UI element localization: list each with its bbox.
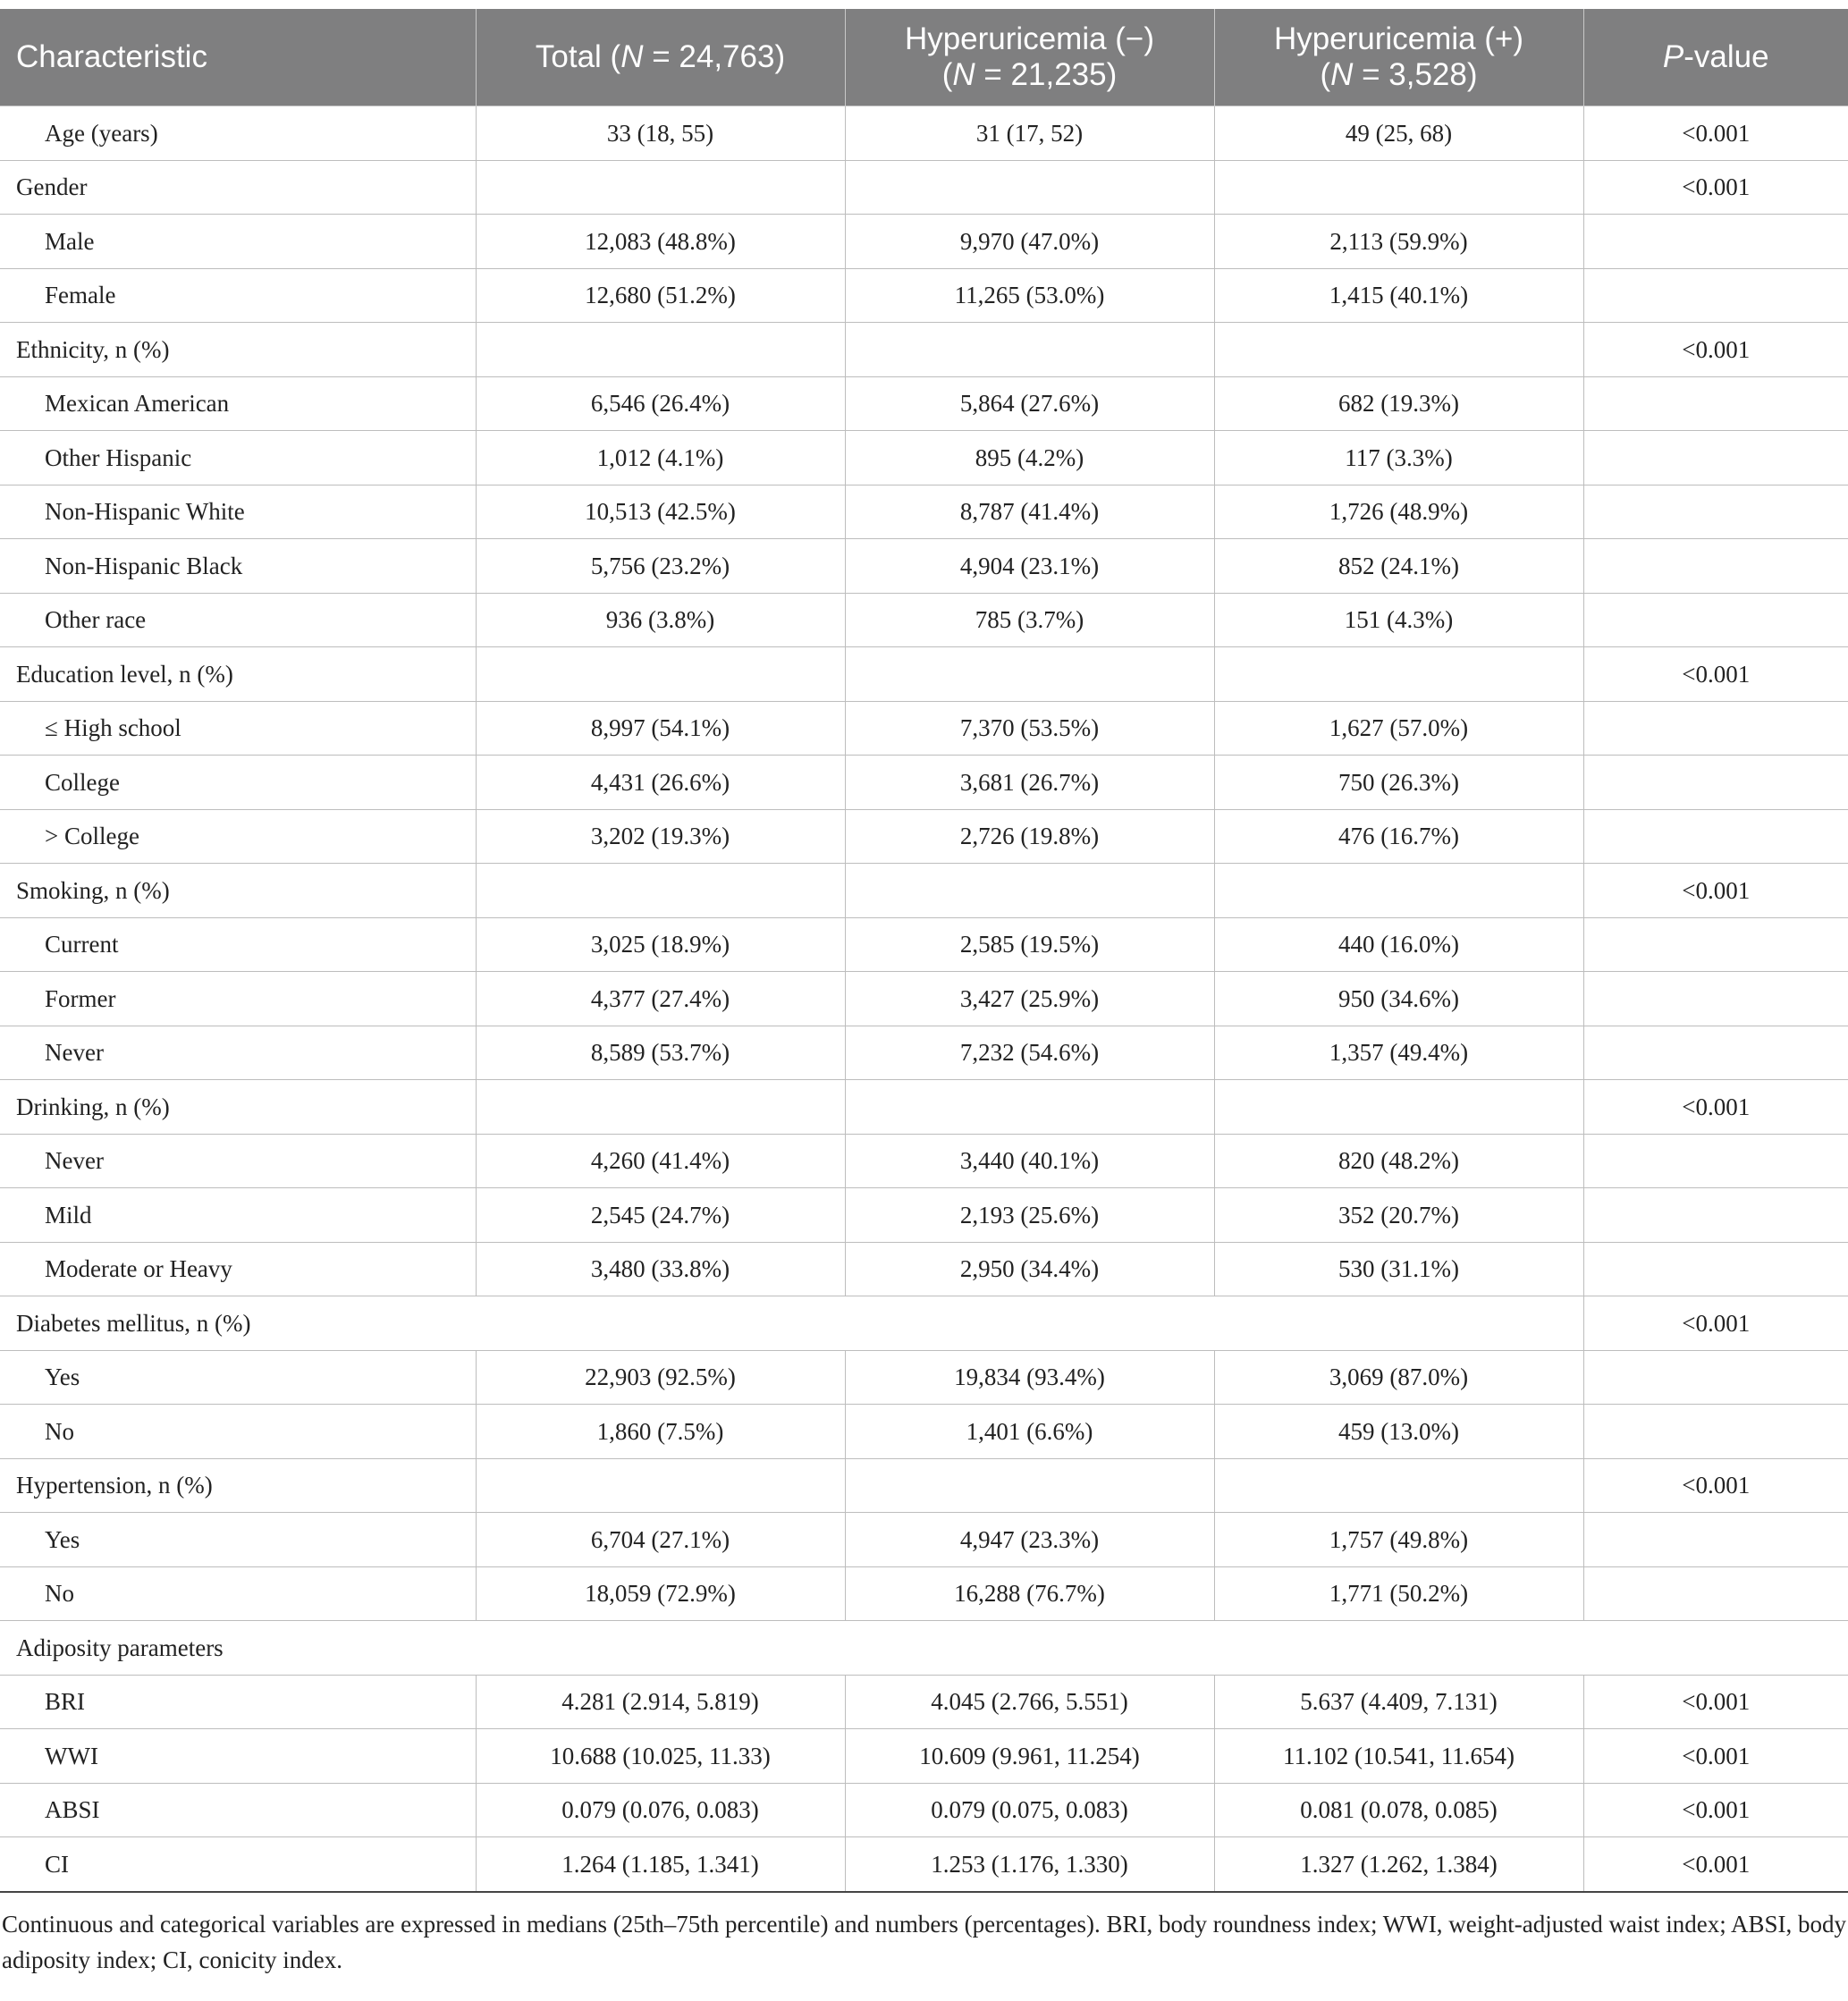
cell-hyperuricemia-negative: 7,370 (53.5%) bbox=[845, 701, 1214, 756]
cell-hyperuricemia-positive: 750 (26.3%) bbox=[1214, 756, 1583, 810]
cell-total: 8,589 (53.7%) bbox=[476, 1026, 845, 1080]
cell-hyperuricemia-positive: 530 (31.1%) bbox=[1214, 1242, 1583, 1296]
cell-hyperuricemia-negative: 7,232 (54.6%) bbox=[845, 1026, 1214, 1080]
cell-pvalue bbox=[1583, 756, 1848, 810]
row-label: Diabetes mellitus, n (%) bbox=[0, 1296, 1583, 1351]
table-row bbox=[0, 160, 1848, 215]
cell-hyperuricemia-negative: 3,427 (25.9%) bbox=[845, 972, 1214, 1026]
header-pos-suffix: = 3,528) bbox=[1353, 57, 1478, 92]
cell-hyperuricemia-positive: 2,113 (59.9%) bbox=[1214, 215, 1583, 269]
cell-hyperuricemia-negative bbox=[845, 647, 1214, 702]
row-label: Drinking, n (%) bbox=[0, 1080, 476, 1135]
cell-hyperuricemia-positive: 352 (20.7%) bbox=[1214, 1188, 1583, 1243]
cell-hyperuricemia-positive: 0.081 (0.078, 0.085) bbox=[1214, 1783, 1583, 1837]
cell-total: 6,704 (27.1%) bbox=[476, 1513, 845, 1567]
cell-hyperuricemia-negative bbox=[845, 1080, 1214, 1135]
cell-pvalue bbox=[1583, 431, 1848, 485]
row-label: Ethnicity, n (%) bbox=[0, 323, 476, 377]
table-row bbox=[0, 1350, 1848, 1405]
cell-pvalue: <0.001 bbox=[1583, 647, 1848, 702]
header-hyperuricemia-negative-count bbox=[862, 57, 1198, 93]
table-row bbox=[0, 215, 1848, 269]
cell-hyperuricemia-negative: 4,904 (23.1%) bbox=[845, 539, 1214, 594]
header-total-n: N bbox=[620, 39, 644, 74]
cell-total bbox=[476, 1458, 845, 1513]
cell-hyperuricemia-negative: 785 (3.7%) bbox=[845, 593, 1214, 647]
table-row bbox=[0, 647, 1848, 702]
header-hyperuricemia-positive bbox=[1214, 9, 1583, 106]
cell-hyperuricemia-negative: 10.609 (9.961, 11.254) bbox=[845, 1729, 1214, 1784]
table-row bbox=[0, 1566, 1848, 1621]
cell-hyperuricemia-negative: 3,440 (40.1%) bbox=[845, 1134, 1214, 1188]
cell-pvalue: <0.001 bbox=[1583, 1837, 1848, 1892]
cell-total: 4,431 (26.6%) bbox=[476, 756, 845, 810]
row-label: Other Hispanic bbox=[0, 431, 476, 485]
row-label: Adiposity parameters bbox=[0, 1621, 1848, 1676]
cell-hyperuricemia-negative bbox=[845, 160, 1214, 215]
cell-total: 12,680 (51.2%) bbox=[476, 268, 845, 323]
row-label: > College bbox=[0, 809, 476, 864]
cell-hyperuricemia-negative: 1,401 (6.6%) bbox=[845, 1405, 1214, 1459]
table-footnote: Continuous and categorical variables are expressed in medians (25th–75th percentile) and numbers (percentages). BRI, body roundness index; WWI, weight-adjusted waist index; ABSI, body adiposity index; CI, conicity index. bbox=[2, 1911, 1846, 1973]
cell-pvalue: <0.001 bbox=[1583, 864, 1848, 918]
cell-total bbox=[476, 1080, 845, 1135]
table-row bbox=[0, 1080, 1848, 1135]
cell-total bbox=[476, 864, 845, 918]
table-row bbox=[0, 1188, 1848, 1243]
table-row bbox=[0, 1783, 1848, 1837]
cell-hyperuricemia-negative: 2,726 (19.8%) bbox=[845, 809, 1214, 864]
row-label: Non-Hispanic Black bbox=[0, 539, 476, 594]
cell-hyperuricemia-positive bbox=[1214, 1458, 1583, 1513]
row-label: Yes bbox=[0, 1513, 476, 1567]
cell-total: 4,260 (41.4%) bbox=[476, 1134, 845, 1188]
row-label: Current bbox=[0, 917, 476, 972]
row-label: BRI bbox=[0, 1675, 476, 1729]
characteristics-table-container bbox=[0, 9, 1848, 1893]
row-label: Female bbox=[0, 268, 476, 323]
table-row bbox=[0, 1026, 1848, 1080]
cell-hyperuricemia-negative: 8,787 (41.4%) bbox=[845, 485, 1214, 539]
table-row bbox=[0, 1513, 1848, 1567]
table-row bbox=[0, 917, 1848, 972]
cell-pvalue bbox=[1583, 268, 1848, 323]
cell-hyperuricemia-positive: 1,726 (48.9%) bbox=[1214, 485, 1583, 539]
table-row bbox=[0, 756, 1848, 810]
table-row bbox=[0, 1134, 1848, 1188]
cell-pvalue: <0.001 bbox=[1583, 323, 1848, 377]
cell-total: 3,202 (19.3%) bbox=[476, 809, 845, 864]
characteristics-table bbox=[0, 9, 1848, 1893]
row-label: Other race bbox=[0, 593, 476, 647]
row-label: ABSI bbox=[0, 1783, 476, 1837]
table-row bbox=[0, 1675, 1848, 1729]
cell-total: 1,860 (7.5%) bbox=[476, 1405, 845, 1459]
header-total bbox=[476, 9, 845, 106]
cell-total: 18,059 (72.9%) bbox=[476, 1566, 845, 1621]
cell-pvalue bbox=[1583, 1566, 1848, 1621]
table-body bbox=[0, 106, 1848, 1892]
cell-total: 10.688 (10.025, 11.33) bbox=[476, 1729, 845, 1784]
header-neg-n: N bbox=[952, 57, 975, 92]
cell-hyperuricemia-negative: 2,585 (19.5%) bbox=[845, 917, 1214, 972]
cell-pvalue bbox=[1583, 1350, 1848, 1405]
cell-hyperuricemia-positive bbox=[1214, 323, 1583, 377]
table-row bbox=[0, 1621, 1848, 1676]
table-row bbox=[0, 1405, 1848, 1459]
table-row bbox=[0, 1296, 1848, 1351]
header-total-suffix: = 24,763) bbox=[643, 39, 786, 74]
table-row bbox=[0, 106, 1848, 161]
header-characteristic-label: Characteristic bbox=[16, 39, 207, 74]
cell-pvalue bbox=[1583, 1405, 1848, 1459]
cell-total: 12,083 (48.8%) bbox=[476, 215, 845, 269]
header-hyperuricemia-positive-title: Hyperuricemia (+) bbox=[1273, 21, 1524, 56]
cell-total: 8,997 (54.1%) bbox=[476, 701, 845, 756]
cell-hyperuricemia-negative: 16,288 (76.7%) bbox=[845, 1566, 1214, 1621]
cell-total: 5,756 (23.2%) bbox=[476, 539, 845, 594]
cell-hyperuricemia-positive bbox=[1214, 160, 1583, 215]
row-label: Hypertension, n (%) bbox=[0, 1458, 476, 1513]
cell-pvalue bbox=[1583, 701, 1848, 756]
cell-total bbox=[476, 323, 845, 377]
cell-total: 10,513 (42.5%) bbox=[476, 485, 845, 539]
cell-hyperuricemia-positive: 1,415 (40.1%) bbox=[1214, 268, 1583, 323]
cell-total: 1,012 (4.1%) bbox=[476, 431, 845, 485]
row-label: WWI bbox=[0, 1729, 476, 1784]
cell-total: 4,377 (27.4%) bbox=[476, 972, 845, 1026]
cell-hyperuricemia-positive: 151 (4.3%) bbox=[1214, 593, 1583, 647]
cell-hyperuricemia-positive: 950 (34.6%) bbox=[1214, 972, 1583, 1026]
cell-hyperuricemia-negative: 0.079 (0.075, 0.083) bbox=[845, 1783, 1214, 1837]
table-row bbox=[0, 323, 1848, 377]
row-label: Mexican American bbox=[0, 376, 476, 431]
cell-pvalue bbox=[1583, 593, 1848, 647]
table-row bbox=[0, 431, 1848, 485]
cell-pvalue: <0.001 bbox=[1583, 160, 1848, 215]
cell-hyperuricemia-positive: 459 (13.0%) bbox=[1214, 1405, 1583, 1459]
cell-hyperuricemia-positive: 117 (3.3%) bbox=[1214, 431, 1583, 485]
table-row bbox=[0, 268, 1848, 323]
table-row bbox=[0, 539, 1848, 594]
cell-pvalue: <0.001 bbox=[1583, 1783, 1848, 1837]
table-row bbox=[0, 485, 1848, 539]
header-row bbox=[0, 9, 1848, 106]
row-label: Never bbox=[0, 1026, 476, 1080]
row-label: Never bbox=[0, 1134, 476, 1188]
header-hyperuricemia-positive-count bbox=[1231, 57, 1567, 93]
cell-hyperuricemia-negative: 11,265 (53.0%) bbox=[845, 268, 1214, 323]
cell-hyperuricemia-negative: 895 (4.2%) bbox=[845, 431, 1214, 485]
cell-hyperuricemia-positive: 3,069 (87.0%) bbox=[1214, 1350, 1583, 1405]
cell-total: 936 (3.8%) bbox=[476, 593, 845, 647]
row-label: Mild bbox=[0, 1188, 476, 1243]
header-hyperuricemia-negative bbox=[845, 9, 1214, 106]
cell-hyperuricemia-positive: 1.327 (1.262, 1.384) bbox=[1214, 1837, 1583, 1892]
row-label: Yes bbox=[0, 1350, 476, 1405]
header-hyperuricemia-negative-title: Hyperuricemia (−) bbox=[904, 21, 1155, 56]
cell-hyperuricemia-negative bbox=[845, 864, 1214, 918]
cell-hyperuricemia-positive: 1,357 (49.4%) bbox=[1214, 1026, 1583, 1080]
cell-hyperuricemia-positive: 682 (19.3%) bbox=[1214, 376, 1583, 431]
cell-pvalue: <0.001 bbox=[1583, 1296, 1848, 1351]
row-label: Moderate or Heavy bbox=[0, 1242, 476, 1296]
cell-total: 0.079 (0.076, 0.083) bbox=[476, 1783, 845, 1837]
row-label: Smoking, n (%) bbox=[0, 864, 476, 918]
row-label: Non-Hispanic White bbox=[0, 485, 476, 539]
row-label: Gender bbox=[0, 160, 476, 215]
table-row bbox=[0, 701, 1848, 756]
cell-total: 4.281 (2.914, 5.819) bbox=[476, 1675, 845, 1729]
cell-total bbox=[476, 647, 845, 702]
table-row bbox=[0, 593, 1848, 647]
header-characteristic bbox=[0, 9, 476, 106]
cell-hyperuricemia-positive: 11.102 (10.541, 11.654) bbox=[1214, 1729, 1583, 1784]
cell-pvalue bbox=[1583, 809, 1848, 864]
table-row bbox=[0, 1458, 1848, 1513]
cell-pvalue bbox=[1583, 539, 1848, 594]
table-row bbox=[0, 864, 1848, 918]
cell-pvalue bbox=[1583, 917, 1848, 972]
cell-total: 2,545 (24.7%) bbox=[476, 1188, 845, 1243]
cell-pvalue bbox=[1583, 215, 1848, 269]
cell-hyperuricemia-negative: 19,834 (93.4%) bbox=[845, 1350, 1214, 1405]
row-label: Age (years) bbox=[0, 106, 476, 161]
cell-hyperuricemia-negative: 2,193 (25.6%) bbox=[845, 1188, 1214, 1243]
cell-pvalue bbox=[1583, 1242, 1848, 1296]
cell-hyperuricemia-positive: 820 (48.2%) bbox=[1214, 1134, 1583, 1188]
cell-hyperuricemia-negative: 9,970 (47.0%) bbox=[845, 215, 1214, 269]
header-neg-open: ( bbox=[941, 57, 953, 92]
cell-total: 22,903 (92.5%) bbox=[476, 1350, 845, 1405]
cell-hyperuricemia-negative: 3,681 (26.7%) bbox=[845, 756, 1214, 810]
cell-total: 33 (18, 55) bbox=[476, 106, 845, 161]
cell-pvalue: <0.001 bbox=[1583, 1729, 1848, 1784]
header-pos-n: N bbox=[1330, 57, 1354, 92]
table-row bbox=[0, 1242, 1848, 1296]
cell-hyperuricemia-positive: 852 (24.1%) bbox=[1214, 539, 1583, 594]
cell-total bbox=[476, 160, 845, 215]
cell-pvalue bbox=[1583, 1026, 1848, 1080]
cell-hyperuricemia-negative: 4.045 (2.766, 5.551) bbox=[845, 1675, 1214, 1729]
cell-hyperuricemia-negative: 5,864 (27.6%) bbox=[845, 376, 1214, 431]
cell-hyperuricemia-negative bbox=[845, 323, 1214, 377]
row-label: No bbox=[0, 1405, 476, 1459]
cell-hyperuricemia-negative: 4,947 (23.3%) bbox=[845, 1513, 1214, 1567]
cell-pvalue: <0.001 bbox=[1583, 1675, 1848, 1729]
cell-hyperuricemia-positive: 1,627 (57.0%) bbox=[1214, 701, 1583, 756]
row-label: CI bbox=[0, 1837, 476, 1892]
cell-total: 1.264 (1.185, 1.341) bbox=[476, 1837, 845, 1892]
cell-pvalue bbox=[1583, 1188, 1848, 1243]
cell-pvalue: <0.001 bbox=[1583, 1458, 1848, 1513]
row-label: Education level, n (%) bbox=[0, 647, 476, 702]
row-label: College bbox=[0, 756, 476, 810]
cell-pvalue bbox=[1583, 1134, 1848, 1188]
cell-hyperuricemia-negative: 2,950 (34.4%) bbox=[845, 1242, 1214, 1296]
cell-hyperuricemia-negative: 1.253 (1.176, 1.330) bbox=[845, 1837, 1214, 1892]
cell-pvalue bbox=[1583, 972, 1848, 1026]
cell-pvalue bbox=[1583, 1513, 1848, 1567]
cell-hyperuricemia-positive: 1,771 (50.2%) bbox=[1214, 1566, 1583, 1621]
cell-hyperuricemia-positive: 476 (16.7%) bbox=[1214, 809, 1583, 864]
cell-hyperuricemia-negative: 31 (17, 52) bbox=[845, 106, 1214, 161]
row-label: ≤ High school bbox=[0, 701, 476, 756]
cell-pvalue: <0.001 bbox=[1583, 1080, 1848, 1135]
header-neg-suffix: = 21,235) bbox=[975, 57, 1118, 92]
cell-total: 3,480 (33.8%) bbox=[476, 1242, 845, 1296]
cell-hyperuricemia-positive: 49 (25, 68) bbox=[1214, 106, 1583, 161]
table-row bbox=[0, 376, 1848, 431]
row-label: Male bbox=[0, 215, 476, 269]
cell-hyperuricemia-positive bbox=[1214, 864, 1583, 918]
header-pvalue bbox=[1583, 9, 1848, 106]
cell-total: 3,025 (18.9%) bbox=[476, 917, 845, 972]
cell-hyperuricemia-positive bbox=[1214, 647, 1583, 702]
cell-hyperuricemia-positive: 1,757 (49.8%) bbox=[1214, 1513, 1583, 1567]
table-header bbox=[0, 9, 1848, 106]
cell-pvalue bbox=[1583, 485, 1848, 539]
row-label: No bbox=[0, 1566, 476, 1621]
table-row bbox=[0, 1729, 1848, 1784]
cell-hyperuricemia-positive: 440 (16.0%) bbox=[1214, 917, 1583, 972]
header-pvalue-p: P bbox=[1662, 39, 1684, 74]
cell-total: 6,546 (26.4%) bbox=[476, 376, 845, 431]
header-pvalue-suffix: -value bbox=[1683, 39, 1769, 74]
header-pos-open: ( bbox=[1320, 57, 1331, 92]
header-total-prefix: Total ( bbox=[535, 39, 621, 74]
cell-hyperuricemia-positive: 5.637 (4.409, 7.131) bbox=[1214, 1675, 1583, 1729]
cell-hyperuricemia-negative bbox=[845, 1458, 1214, 1513]
row-label: Former bbox=[0, 972, 476, 1026]
cell-pvalue bbox=[1583, 376, 1848, 431]
table-row bbox=[0, 972, 1848, 1026]
table-row bbox=[0, 1837, 1848, 1892]
table-row bbox=[0, 809, 1848, 864]
cell-hyperuricemia-positive bbox=[1214, 1080, 1583, 1135]
cell-pvalue: <0.001 bbox=[1583, 106, 1848, 161]
